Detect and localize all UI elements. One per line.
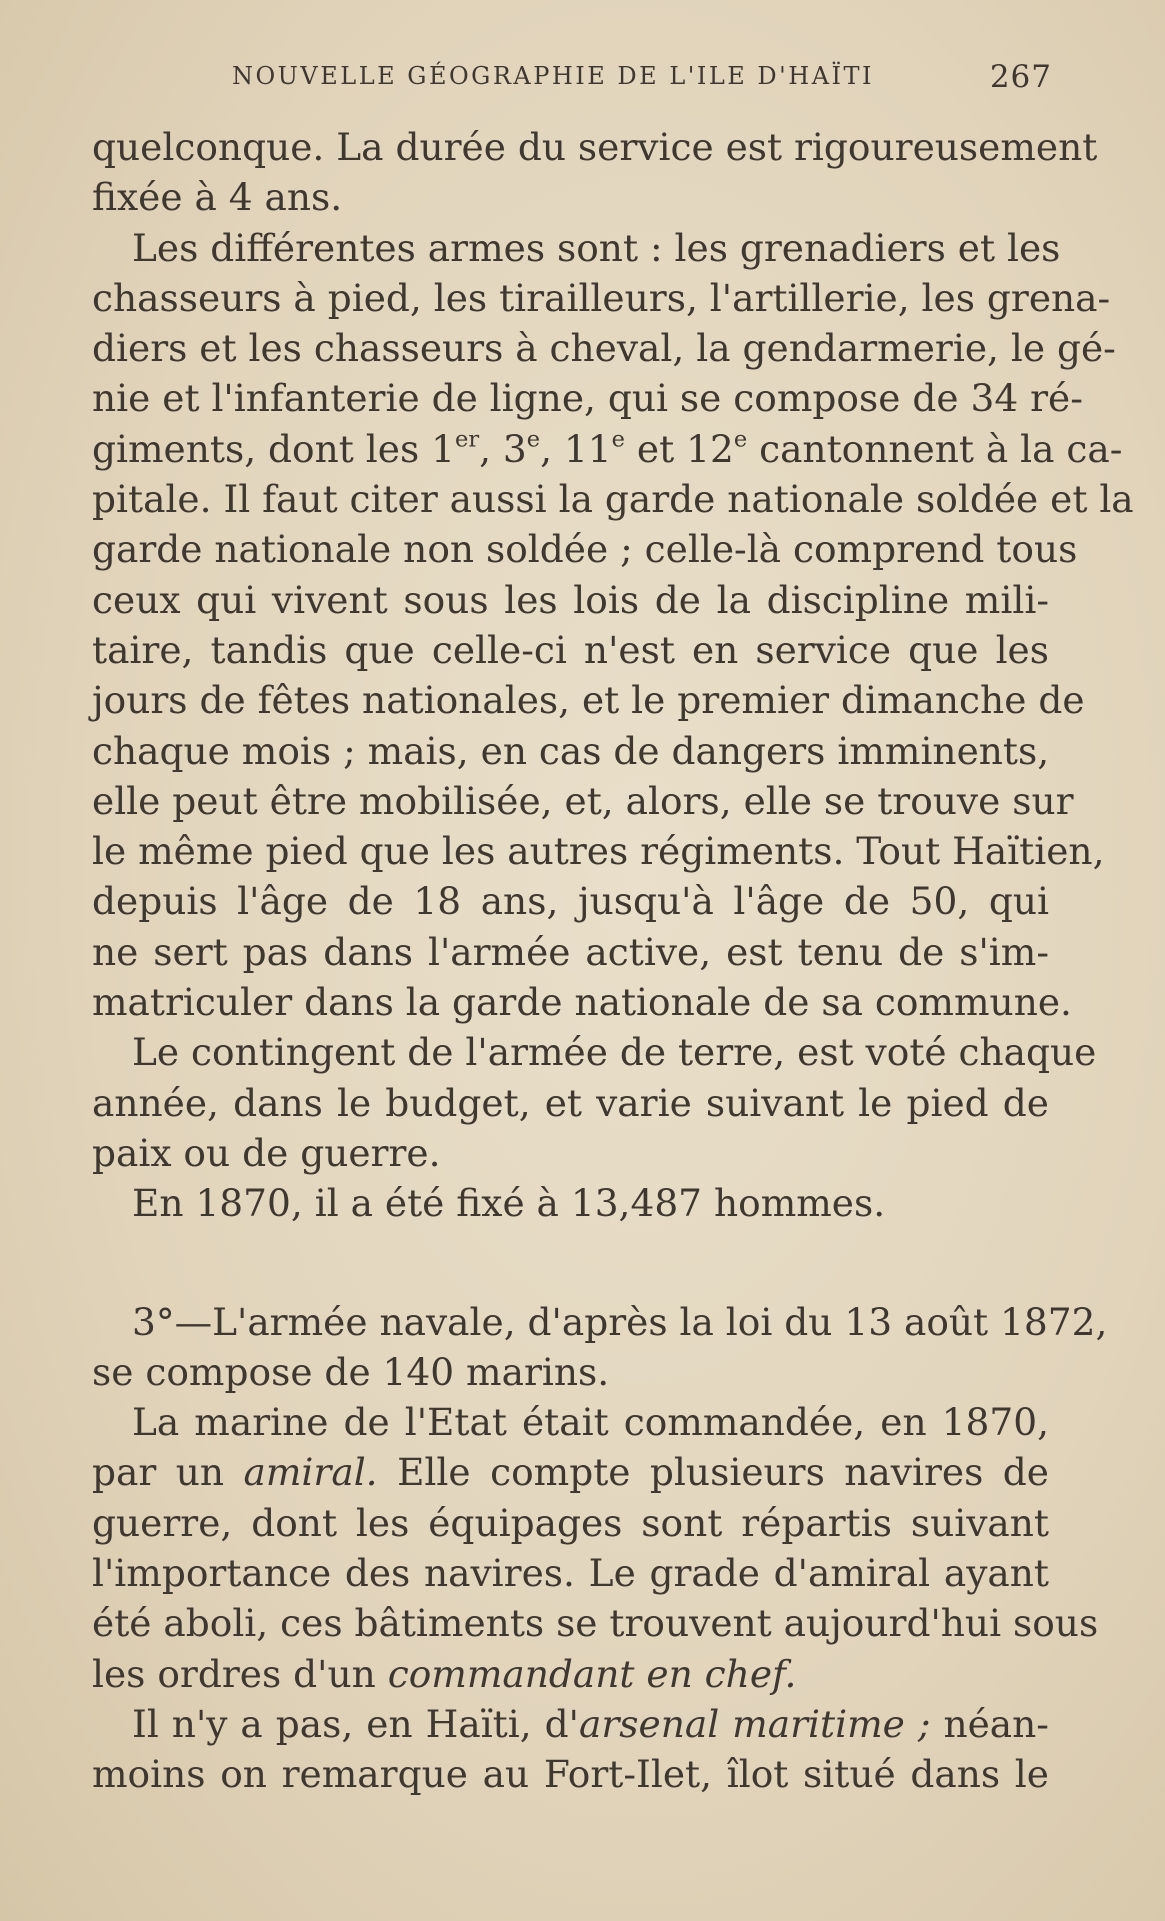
text-line: diers et les chasseurs à cheval, la gendarmerie, le gé- <box>92 326 1116 371</box>
text-line: garde nationale non soldée ; celle-là comprend tous <box>92 527 1078 572</box>
superscript: e <box>526 426 541 453</box>
text-run: 1 <box>431 426 455 471</box>
text-line: jours de fêtes nationales, et le premier dimanche de <box>92 678 1085 723</box>
text-run: giments, dont les <box>92 426 420 471</box>
italic-term: arsenal maritime ; <box>578 1701 931 1746</box>
text-run: néan- <box>930 1701 1049 1746</box>
text-line: taire, tandis que celle-ci n'est en service que les <box>92 627 1049 672</box>
text-line: matriculer dans la garde nationale de sa commune. <box>92 980 1072 1025</box>
text-line: année, dans le budget, et varie suivant le pied de <box>92 1080 1049 1125</box>
text-line: paix ou de guerre. <box>92 1130 441 1175</box>
text-line: guerre, dont les équipages sont répartis suivant <box>92 1500 1049 1545</box>
text-line: fixée à 4 ans. <box>92 175 343 220</box>
text-line: chasseurs à pied, les tirailleurs, l'artillerie, les grena- <box>92 275 1111 320</box>
text-line: ne sert pas dans l'armée active, est tenu de s'im- <box>92 929 1049 974</box>
text-line: moins on remarque au Fort-Ilet, îlot situé dans le <box>92 1752 1049 1797</box>
text-run: et 12 <box>625 426 734 471</box>
text-line: ceux qui vivent sous les lois de la discipline mili- <box>92 577 1049 622</box>
text-line: En 1870, il a été fixé à 13,487 hommes. <box>132 1181 886 1226</box>
text-run: cantonnent à la ca- <box>747 426 1123 471</box>
running-title: NOUVELLE GÉOGRAPHIE DE L'ILE D'HAÏTI <box>232 62 874 90</box>
text-line: La marine de l'Etat était commandée, en 1870, <box>132 1400 1049 1445</box>
text-line: l'importance des navires. Le grade d'amiral ayant <box>92 1551 1049 1596</box>
italic-term: commandant en chef. <box>387 1651 797 1696</box>
text-line: se compose de 140 marins. <box>92 1349 610 1394</box>
text-run: , 11 <box>540 426 612 471</box>
text-line: le même pied que les autres régiments. Tout Haïtien, <box>92 829 1105 874</box>
text-line: chaque mois ; mais, en cas de dangers imminents, <box>92 728 1050 773</box>
page-number: 267 <box>989 59 1052 95</box>
superscript: e <box>733 426 748 453</box>
text-line <box>92 1699 1049 1749</box>
superscript: e <box>611 426 625 453</box>
italic-term: amiral. <box>243 1450 378 1495</box>
section-gap <box>92 1229 1049 1297</box>
text-run: Elle compte plusieurs navires de <box>377 1450 1049 1495</box>
text-line: elle peut être mobilisée, et, alors, elle se trouve sur <box>92 778 1074 823</box>
superscript: er <box>455 426 480 453</box>
page-text <box>92 122 1134 1800</box>
text-run: par un <box>92 1450 244 1495</box>
text-line: nie et l'infanterie de ligne, qui se compose de 34 ré- <box>92 376 1083 421</box>
text-line: 3°—L'armée navale, d'après la loi du 13 août 1872, <box>132 1299 1108 1344</box>
text-line: pitale. Il faut citer aussi la garde nationale soldée et la <box>92 477 1134 522</box>
text-line <box>92 1447 1049 1497</box>
text-line: quelconque. La durée du service est rigoureusement <box>92 125 1098 169</box>
text-line: Les différentes armes sont : les grenadiers et les <box>132 225 1061 270</box>
text-run: les ordres d'un <box>92 1651 388 1696</box>
text-line: depuis l'âge de 18 ans, jusqu'à l'âge de 50, qui <box>92 879 1049 924</box>
text-line <box>92 424 1123 474</box>
text-line: Le contingent de l'armée de terre, est voté chaque <box>132 1030 1097 1075</box>
text-run: Il n'y a pas, en Haïti, d' <box>132 1701 579 1746</box>
text-line: été aboli, ces bâtiments se trouvent aujourd'hui sous <box>92 1601 1099 1646</box>
text-run: , 3 <box>479 426 527 471</box>
text-line <box>92 1649 1049 1699</box>
running-header <box>232 59 1052 102</box>
